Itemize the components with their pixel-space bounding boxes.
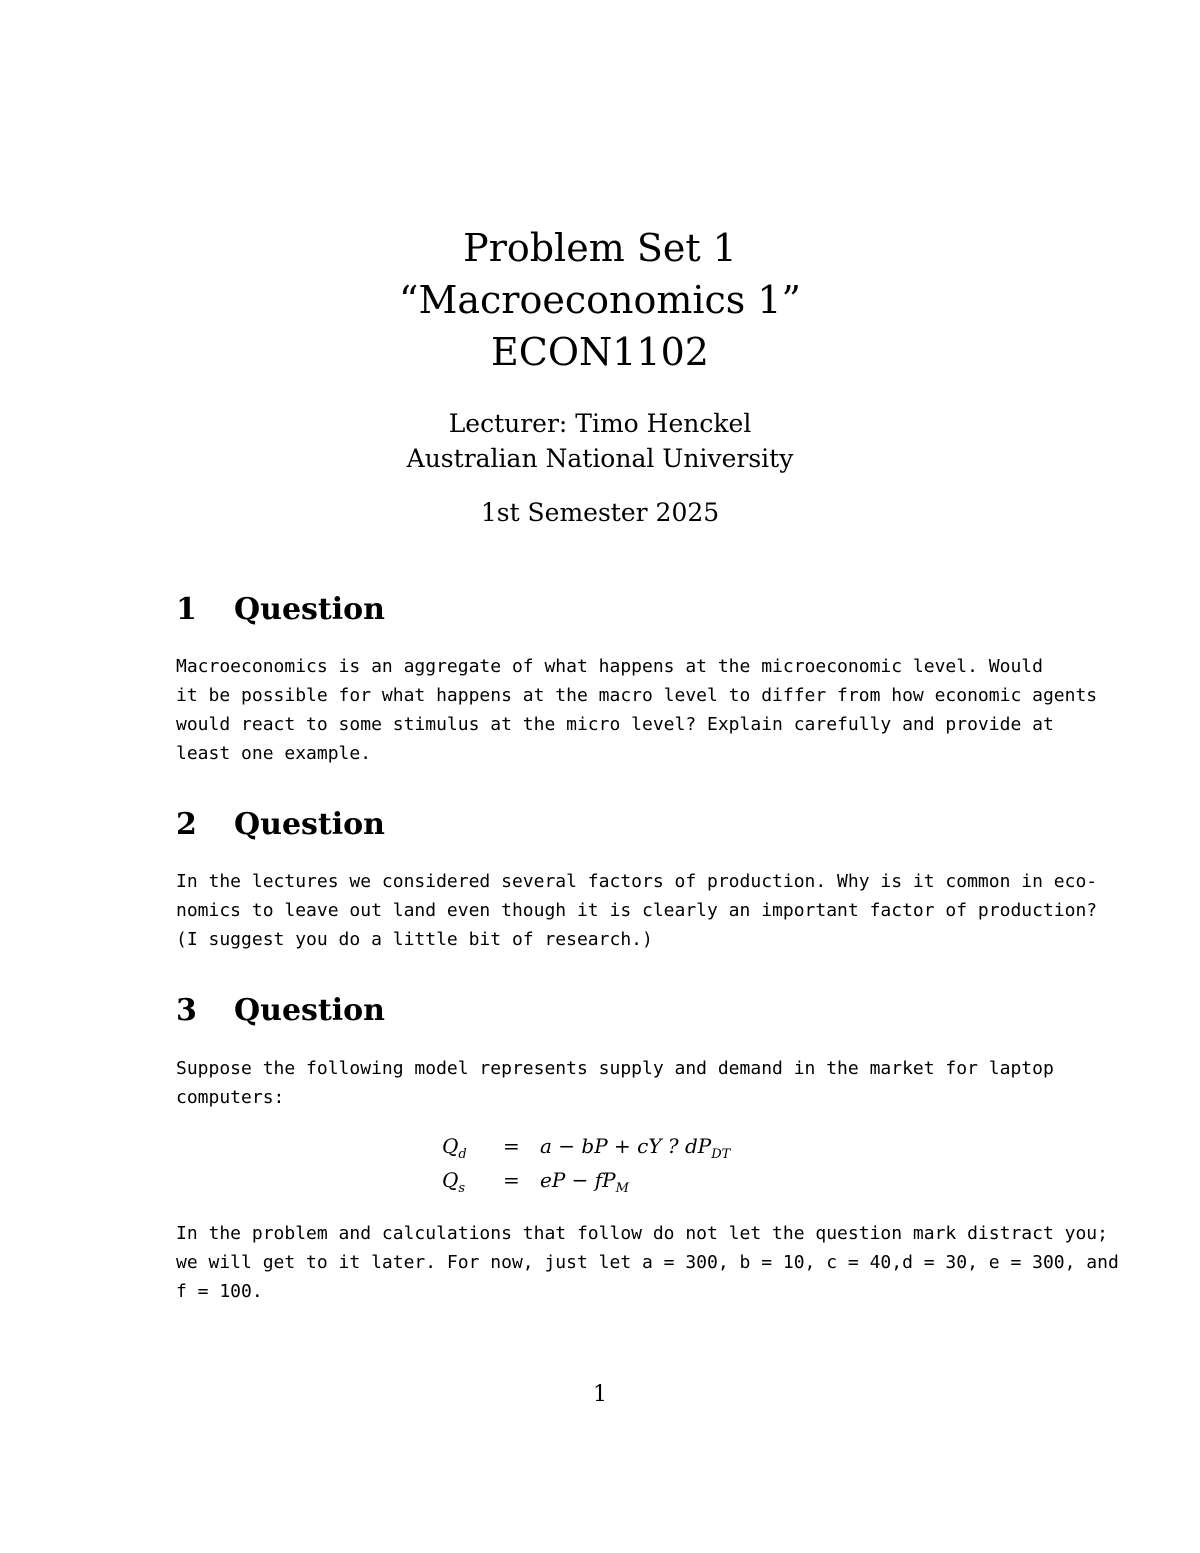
equals-sign: = <box>503 1168 520 1192</box>
semester: 1st Semester 2025 <box>480 498 720 527</box>
section-number: 1 <box>176 592 197 627</box>
supply-lhs-subscript: s <box>458 1181 466 1196</box>
text-line: f = 100. <box>176 1281 263 1302</box>
university: Australian National University <box>406 444 794 473</box>
text-line: it be possible for what happens at the macro level to differ from how economic agents <box>176 685 1098 706</box>
text-line: nomics to leave out land even though it is clearly an important factor of production? <box>176 900 1098 921</box>
section-title: Question <box>234 592 385 627</box>
text-line: computers: <box>176 1087 285 1108</box>
demand-rhs-group <box>540 1134 730 1162</box>
section-title: Question <box>234 807 385 842</box>
supply-rhs: eP − fP <box>540 1168 616 1192</box>
course-name: “Macroeconomics 1” <box>399 278 801 322</box>
supply-rhs-group <box>540 1168 629 1196</box>
supply-lhs: Q <box>442 1168 459 1192</box>
text-line: Suppose the following model represents supply and demand in the market for laptop <box>176 1058 1054 1079</box>
demand-lhs: Q <box>442 1134 459 1158</box>
text-line: would react to some stimulus at the micro level? Explain carefully and provide at <box>176 714 1054 735</box>
text-line: In the lectures we considered several factors of production. Why is it common in eco- <box>176 871 1098 892</box>
section-3-after <box>176 1219 1119 1306</box>
demand-equation <box>442 1134 467 1162</box>
equals-sign: = <box>503 1134 520 1158</box>
section-title: Question <box>234 993 385 1028</box>
lecturer: Lecturer: Timo Henckel <box>448 409 752 438</box>
section-number: 2 <box>176 807 197 842</box>
section-1-text <box>176 652 1098 768</box>
demand-rhs: a − bP + cY ? dP <box>540 1134 712 1158</box>
text-line: we will get to it later. For now, just let a = 300, b = 10, c = 40,d = 30, e = 300, and <box>176 1252 1119 1273</box>
text-line: (I suggest you do a little bit of research.) <box>176 929 653 950</box>
supply-equals <box>503 1168 520 1192</box>
section-3-heading <box>176 993 385 1028</box>
demand-lhs-subscript: d <box>458 1147 467 1162</box>
section-2-text <box>176 867 1098 954</box>
supply-rhs-subscript: M <box>615 1181 629 1196</box>
document-title: Problem Set 1 <box>463 226 737 270</box>
text-line: Macroeconomics is an aggregate of what happens at the microeconomic level. Would <box>176 656 1043 677</box>
supply-equation <box>442 1168 465 1196</box>
section-3-intro <box>176 1054 1054 1112</box>
course-code: ECON1102 <box>491 330 709 374</box>
demand-rhs-subscript: DT <box>711 1147 731 1162</box>
page-number: 1 <box>593 1382 607 1407</box>
title-block <box>0 222 1200 530</box>
text-line: In the problem and calculations that follow do not let the question mark distract you; <box>176 1223 1108 1244</box>
section-number: 3 <box>176 993 197 1028</box>
text-line: least one example. <box>176 743 372 764</box>
section-1-heading <box>176 592 385 627</box>
section-2-heading <box>176 807 385 842</box>
demand-equals <box>503 1134 520 1158</box>
